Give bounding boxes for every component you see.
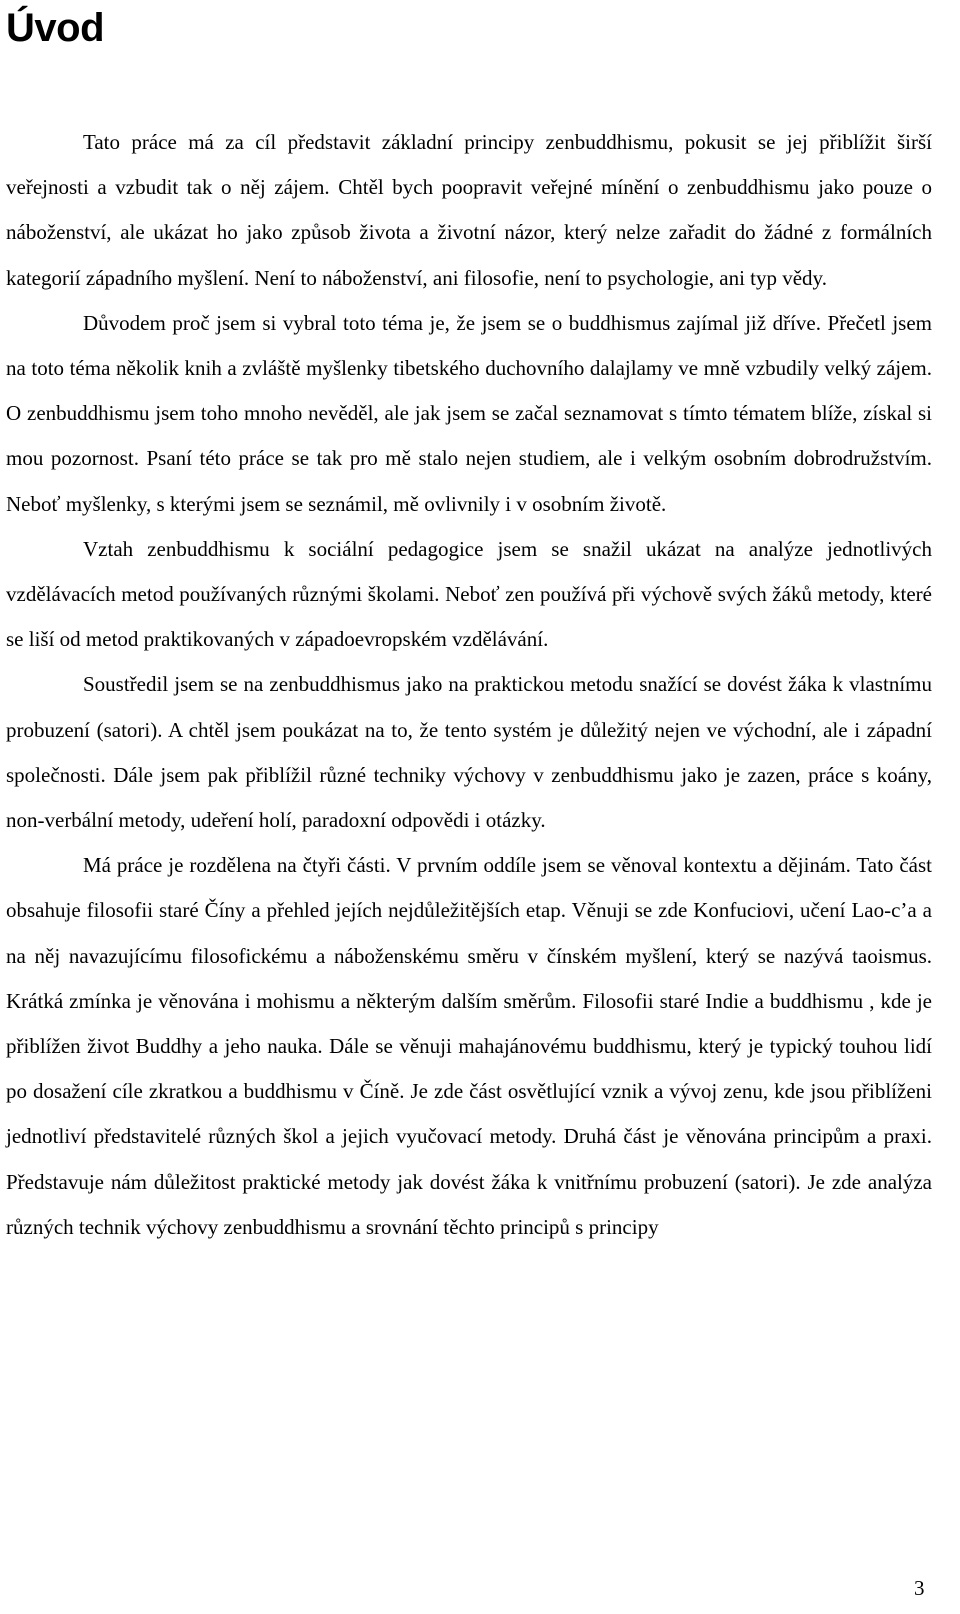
paragraph-pedagogy: Vztah zenbuddhismu k sociální pedagogice jsem se snažil ukázat na analýze jednotlivých vzdělávacích metod používaných různými školami. Neboť zen používá při výchově svých žáků metody, které se liší od metod praktikovaných v západoevropském vzdělávání. (6, 536, 932, 652)
paragraph-motivation: Důvodem proč jsem si vybral toto téma je, že jsem se o buddhismus zajímal již dříve. Přečetl jsem na toto téma několik knih a zvláště myšlenky tibetského duchovního dalajlamy ve mně vzbudily velký zájem. O zenbuddhismu jsem toho mnoho nevěděl, ale jak jsem se začal seznamovat s tímto tématem blíže, získal si mou pozornost. Psaní této práce se tak pro mě stalo nejen studiem, ale i velkým osobním dobrodružstvím. Neboť myšlenky, s kterými jsem se seznámil, mě ovlivnily i v osobním životě. (6, 310, 932, 516)
body-text (6, 120, 932, 1250)
paragraph-aim: Tato práce má za cíl představit základní principy zenbuddhismu, pokusit se jej přiblížit širší veřejnosti a vzbudit tak o něj zájem. Chtěl bych poopravit veřejné mínění o zenbuddhismu jako pouze o náboženství, ale ukázat ho jako způsob života a životní názor, který nelze zařadit do žádné z formálních kategorií západního myšlení. Není to náboženství, ani filosofie, není to psychologie, ani typ vědy. (6, 130, 932, 290)
paragraph-structure: Má práce je rozdělena na čtyři části. V prvním oddíle jsem se věnoval kontextu a dějinám. Tato část obsahuje filosofii staré Číny a přehled jejích nejdůležitějších etap. Věnuji se zde Konfuciovi, učení Lao-c’a a na něj navazujícímu filosofickému a náboženskému směru v čínském myšlení, který se nazývá taoismus. Krátká zmínka je věnována i mohismu a některým dalším směrům. Filosofii staré Indie a buddhismu , kde je přiblížen život Buddhy a jeho nauka. Dále se věnuji mahajánovému buddhismu, který je typický touhou lidí po dosažení cíle zkratkou a buddhismu v Číně. Je zde část osvětlující vznik a vývoj zenu, kde jsou přiblíženi jednotliví představitelé různých škol a jejich vyučovací metody. Druhá část je věnována principům a praxi. Představuje nám důležitost praktické metody jak dovést žáka k vnitřnímu probuzení (satori). Je zde analýza různých technik výchovy zenbuddhismu a srovnání těchto principů s principy (6, 853, 932, 1239)
page-number: 3 (914, 1576, 925, 1600)
paragraph-focus: Soustředil jsem se na zenbuddhismus jako na praktickou metodu snažící se dovést žáka k vlastnímu probuzení (satori). A chtěl jsem poukázat na to, že tento systém je důležitý nejen ve východní, ale i západní společnosti. Dále jsem pak přiblížil různé techniky výchovy v zenbuddhismu jako je zazen, práce s koány, non-verbální metody, udeření holí, paradoxní odpovědi i otázky. (6, 672, 932, 833)
page-title: Úvod (6, 6, 104, 50)
